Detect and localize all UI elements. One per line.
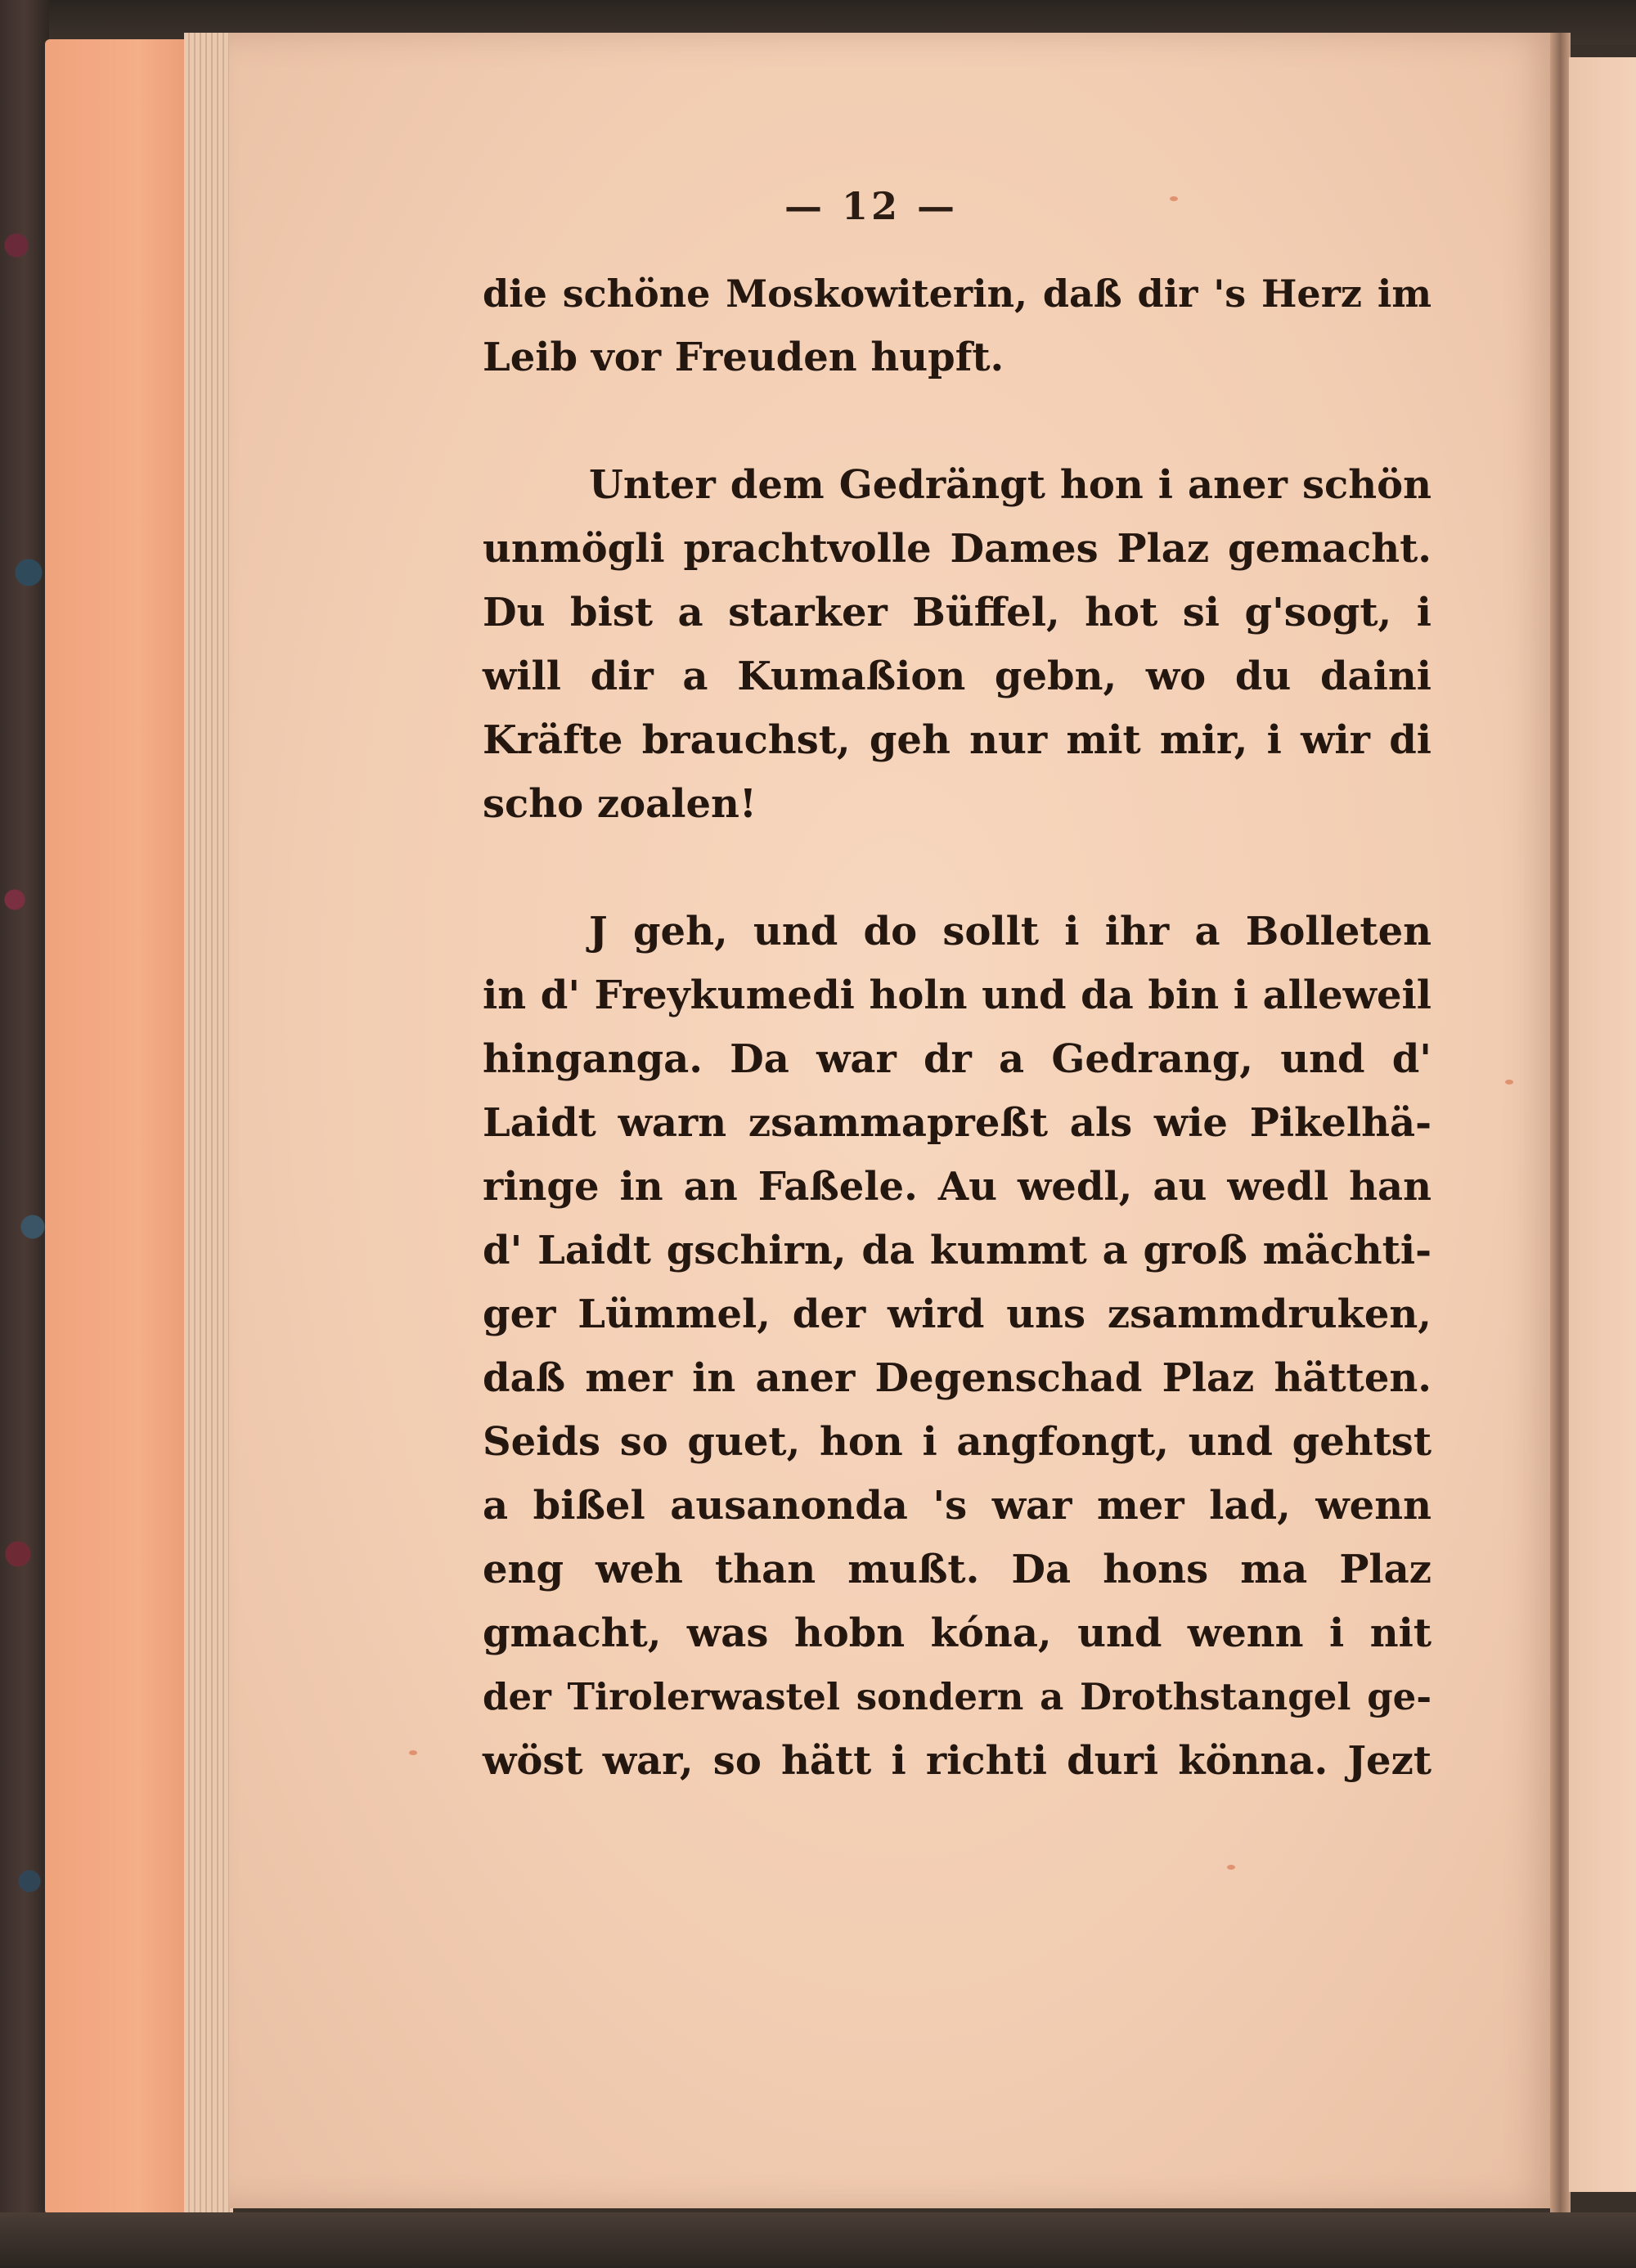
text-line: ringe in an Faßele. Au wedl, au wedl han [483,1164,1432,1210]
text-line: Leib vor Freuden hupft. [483,335,1005,380]
text-line: d' Laidt gschirn, da kummt a groß mächti- [483,1228,1432,1273]
book-gutter [1550,33,1571,2216]
text-line: wöst war, so hätt i richti duri könna. Jezt [483,1738,1432,1784]
paragraph-2 [483,453,1432,836]
paper-fleck [409,1750,417,1755]
paragraph-gap [483,836,1432,900]
background-bottom [0,2212,1636,2268]
text-line: Unter dem Gedrängt hon i aner schön [589,462,1432,508]
text-line: Seids so guet, hon i angfongt, und gehtst [483,1419,1432,1465]
text-line: unmögli prachtvolle Dames Plaz gemacht. [483,526,1432,572]
text-line: scho zoalen! [483,781,757,827]
text-line: Du bist a starker Büffel, hot si g'sogt, i [483,590,1432,635]
text-line: die schöne Moskowiterin, daß dir 's Herz im [483,272,1432,316]
text-line: a bißel ausanonda 's war mer lad, wenn [483,1483,1432,1529]
paragraph-3 [483,900,1432,1793]
body-text [483,262,1432,1793]
facing-page-edge [1569,57,1636,2192]
text-line: der Tirolerwastel sondern a Drothstangel ge- [483,1675,1432,1718]
paper-fleck [1505,1080,1513,1085]
text-line: gmacht, was hobn kóna, und wenn i nit [483,1610,1432,1656]
paragraph-1 [483,262,1432,389]
text-line: eng weh than mußt. Da hons ma Plaz [483,1547,1432,1592]
page-edges [184,33,233,2212]
text-line: ger Lümmel, der wird uns zsammdruken, [483,1291,1432,1337]
page-number: — 12 — [784,184,959,228]
text-line: Laidt warn zsammapreßt als wie Pikelhä- [483,1100,1432,1146]
paragraph-gap [483,389,1432,453]
text-line: hinganga. Da war dr a Gedrang, und d' [483,1036,1432,1082]
text-line: will dir a Kumaßion gebn, wo du daini [483,653,1432,699]
text-line: Kräfte brauchst, geh nur mit mir, i wir di [483,717,1432,763]
text-line: J geh, und do sollt i ihr a Bolleten [589,909,1432,954]
text-line: in d' Freykumedi holn und da bin i alleweil [483,972,1432,1018]
endpaper-edge [45,39,200,2215]
marbled-cover [0,0,49,2268]
text-line: daß mer in aner Degenschad Plaz hätten. [483,1355,1432,1401]
paper-fleck [1227,1865,1235,1870]
